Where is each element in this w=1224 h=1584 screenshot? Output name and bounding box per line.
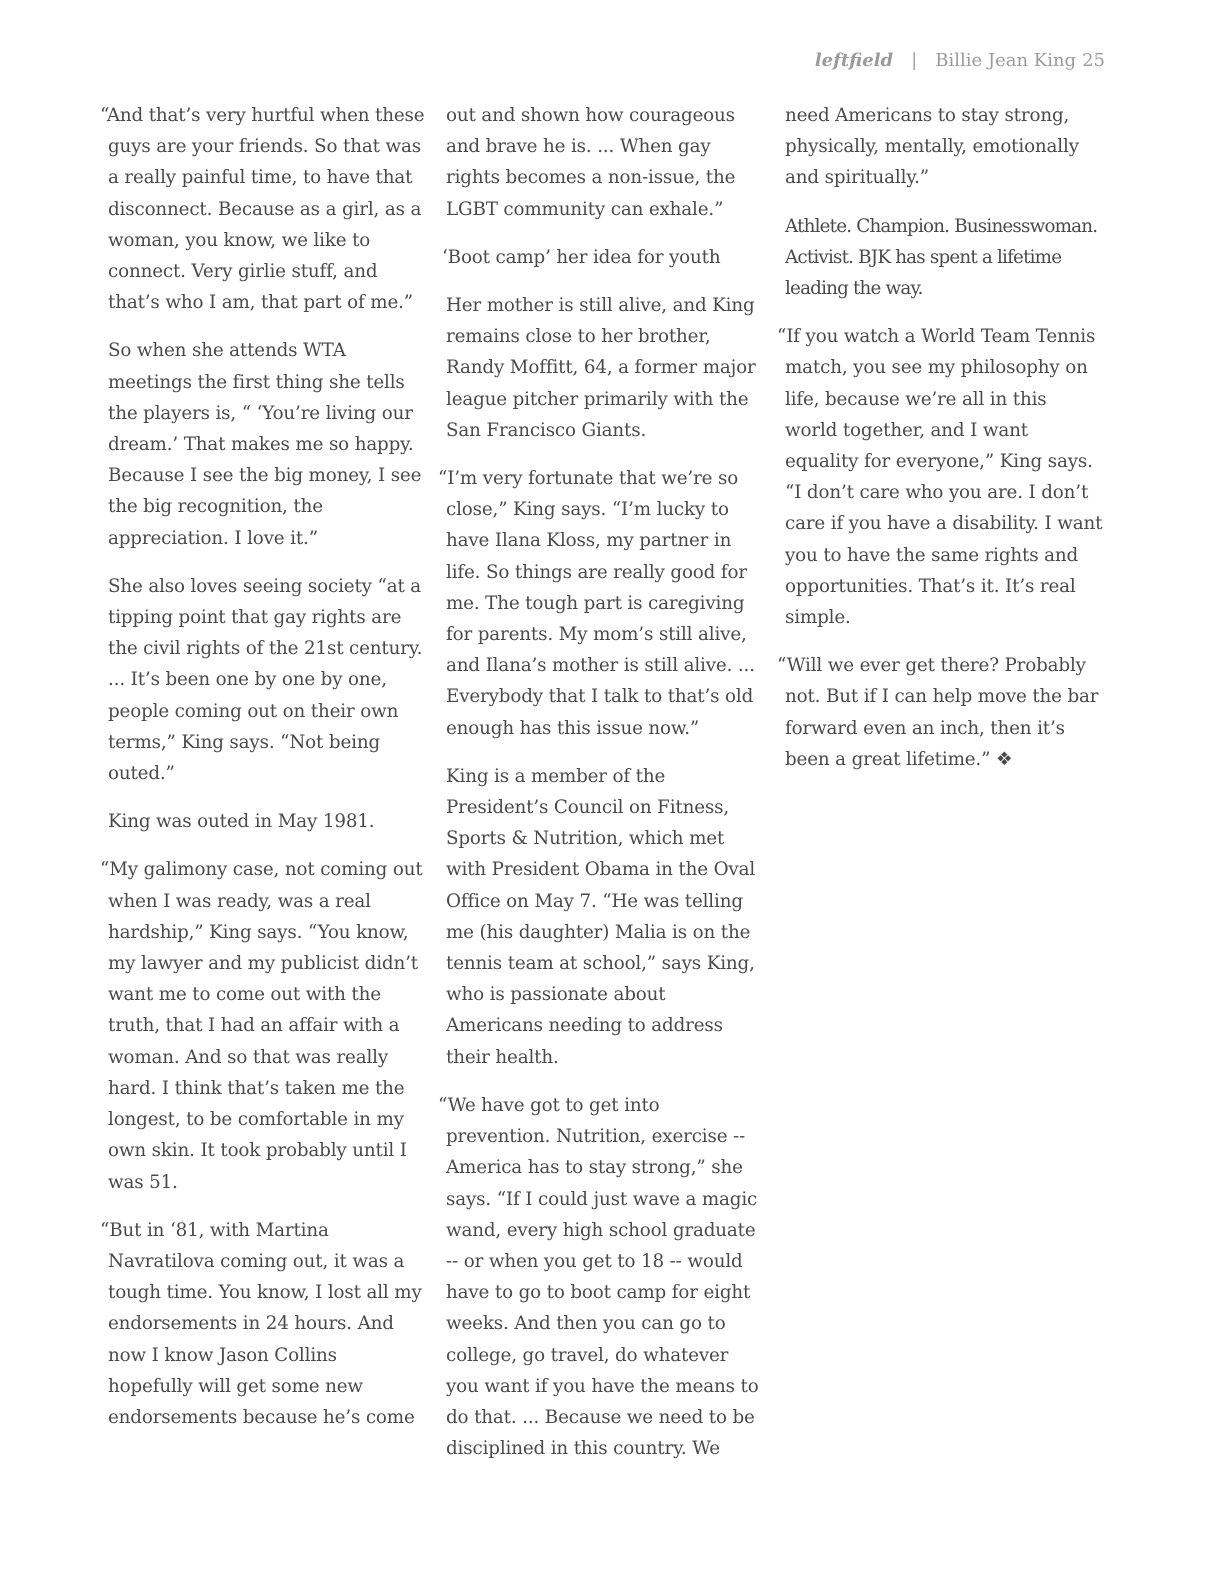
paragraph: out and shown how courageous and brave he is. ... When gay rights becomes a non-issue, the LGBT community can exhale.”: [446, 105, 736, 220]
paragraph: “But in ‘81, with Martina Navratilova coming out, it was a tough time. You know, I lost all my endorsements in 24 hours. And now I know Jason Collins hopefully will get some new endorsements because he’s come: [100, 1219, 422, 1428]
paragraph: King was outed in May 1981.: [108, 811, 375, 833]
paragraph: “My galimony case, not coming out when I was ready, was a real hardship,” King says. “You know, my lawyer and my publicist didn’t want me to come out with the truth, that I had an affair with a woman. And so that was really hard. I think that’s taken me the longest, to be comfortable in my own skin. It took probably until I was 51.: [100, 859, 423, 1193]
header-separator: |: [911, 50, 918, 71]
paragraph: “And that’s very hurtful when these guys are your friends. So that was a really painful time, to have that disconnect. Because as a girl, as a woman, you know, we like to connect. Very girlie stuff, and that’s who I am, that part of me.”: [100, 105, 425, 314]
paragraph: So when she attends WTA meetings the first thing she tells the players is, “ ‘You’re living our dream.’ That makes me so happy. Because I see the big money, I see the big recognition, the appreciation. I love it.”: [108, 340, 422, 549]
paragraph: Her mother is still alive, and King remains close to her brother, Randy Moffitt, 64, a former major league pitcher primarily with the San Francisco Giants.: [446, 295, 756, 441]
subheading: ‘Boot camp’ her idea for youth: [442, 246, 721, 268]
paragraph: “We have got to get into prevention. Nutrition, exercise -- America has to stay strong,” she says. “If I could just wave a magic wand, every high school graduate -- or when you get to 18 -- would have to go to boot camp for eight weeks. And then you can go to college, go travel, do whatever you want if you have the means to do that. ... Because we need to be disciplined in this country. We: [438, 1094, 759, 1460]
paragraph: need Americans to stay strong, physically, mentally, emotionally and spiritually.”: [785, 105, 1079, 189]
running-header: [815, 50, 1105, 71]
text-column-2: [438, 100, 764, 1481]
paragraph: “If you watch a World Team Tennis match, you see my philosophy on life, because we’re all in this world together, and I want equality for everyone,” King says. “I don’t care who you are. I don’t care if you have a disability. I want you to have the same rights and opportunities. That’s it. It’s real simple.: [777, 326, 1103, 629]
section-title: Billie Jean King: [935, 50, 1077, 71]
magazine-name: leftfield: [814, 50, 894, 71]
text-column-1: [100, 100, 426, 1450]
paragraph: King is a member of the President’s Council on Fitness, Sports & Nutrition, which met with President Obama in the Oval Office on May 7. “He was telling me (his daughter) Malia is on the tennis team at school,” says King, who is passionate about Americans needing to address their health.: [446, 765, 756, 1068]
page-number: 25: [1082, 50, 1105, 71]
paragraph: She also loves seeing society “at a tipping point that gay rights are the civil rights of the 21st century. ... It’s been one by one by one, people coming out on their own terms,” King says. “Not being outed.”: [108, 575, 423, 785]
paragraph: “I’m very fortunate that we’re so close,” King says. “I’m lucky to have Ilana Kloss, my partner in life. So things are really good for me. The tough part is caregiving for parents. My mom’s still alive, and Ilana’s mother is still alive. ... Everybody that I talk to that’s old enough has this issue now.”: [438, 468, 755, 739]
paragraph: Athlete. Champion. Businesswoman. Activist. BJK has spent a lifetime leading the way.: [785, 215, 1098, 300]
text-column-3: [777, 100, 1103, 792]
paragraph: “Will we ever get there? Probably not. But if I can help move the bar forward even an inch, then it’s been a great lifetime.” ❖: [777, 655, 1099, 770]
